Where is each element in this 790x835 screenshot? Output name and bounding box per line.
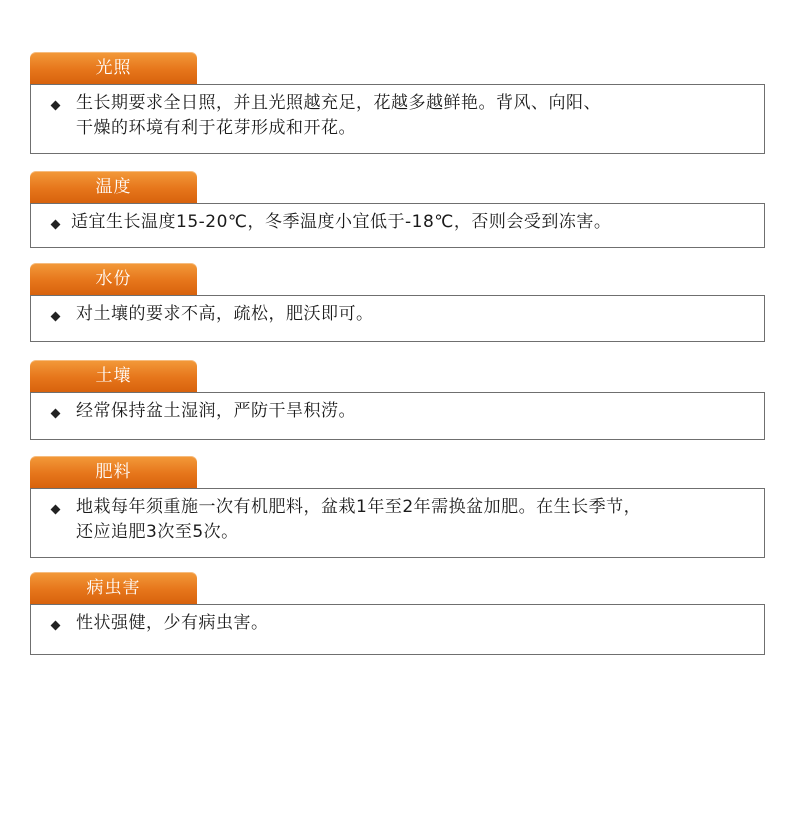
text-line: 性状强健，少有病虫害。 [76,613,269,633]
bullet-icon [51,312,61,322]
text-line: 经常保持盆土湿润，严防干旱积涝。 [76,401,356,421]
text-line: 适宜生长温度15-20℃，冬季温度小宜低于-18℃，否则会受到冻害。 [71,212,612,232]
section-title: 肥料 [95,462,132,482]
section-content-box [30,295,765,342]
text-line: 生长期要求全日照，并且光照越充足，花越多越鲜艳。背风、向阳、 [76,93,601,113]
section-text [76,399,744,424]
bullet-icon [51,505,61,515]
section-text [71,210,744,235]
section-content-box [30,84,765,154]
bullet-icon [51,409,61,419]
section-tab [30,263,197,295]
section-content-box [30,392,765,440]
section-title: 水份 [95,269,132,289]
section-tab [30,572,197,604]
section-text [76,302,744,327]
bullet-icon [51,621,61,631]
section-tab [30,171,197,203]
bullet-icon [51,101,61,111]
text-line: 干燥的环境有利于花芽形成和开花。 [76,118,356,138]
section-title: 病虫害 [86,578,141,598]
section-text [76,495,744,545]
section-content-box [30,488,765,558]
text-line: 对土壤的要求不高，疏松，肥沃即可。 [76,304,374,324]
text-line: 地栽每年须重施一次有机肥料，盆栽1年至2年需换盆加肥。在生长季节， [76,497,642,517]
section-text [76,611,744,636]
bullet-icon [51,220,61,230]
section-text [76,91,744,141]
section-tab [30,360,197,392]
section-title: 温度 [95,177,132,197]
text-line: 还应追肥3次至5次。 [76,522,239,542]
section-tab [30,456,197,488]
section-content-box [30,203,765,248]
section-title: 光照 [95,58,132,78]
section-content-box [30,604,765,655]
section-title: 土壤 [95,366,132,386]
section-tab [30,52,197,84]
